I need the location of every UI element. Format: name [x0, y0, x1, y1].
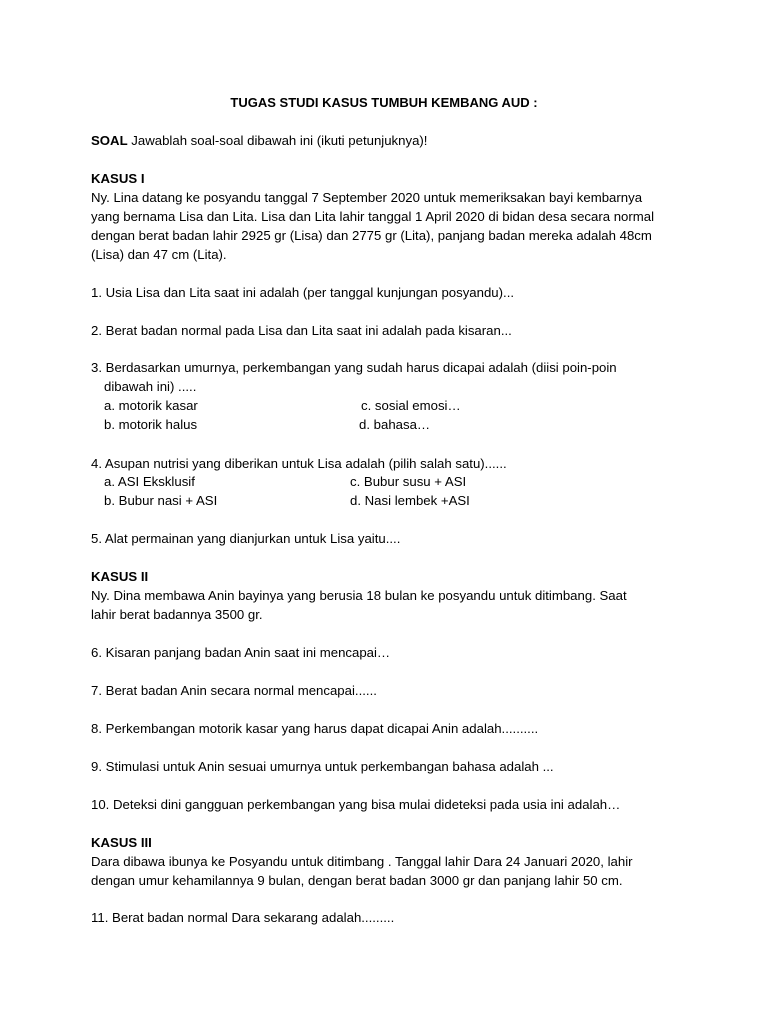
question-8: 8. Perkembangan motorik kasar yang harus dapat dicapai Anin adalah.......... [91, 721, 539, 736]
question-10: 10. Deteksi dini gangguan perkembangan yang bisa mulai dideteksi pada usia ini adalah… [91, 797, 621, 812]
question-3-option-b: b. motorik halus [104, 417, 198, 432]
question-3-option-d: d. bahasa… [359, 417, 431, 432]
question-1: 1. Usia Lisa dan Lita saat ini adalah (per tanggal kunjungan posyandu)... [91, 285, 515, 300]
question-4-option-a: a. ASI Eksklusif [104, 474, 195, 489]
kasus-2-paragraph-line: lahir berat badannya 3500 gr. [91, 607, 263, 622]
kasus-3-paragraph-line: dengan umur kehamilannya 9 bulan, dengan berat badan 3000 gr dan panjang lahir 50 cm. [91, 873, 623, 888]
kasus-3-paragraph-line: Dara dibawa ibunya ke Posyandu untuk ditimbang . Tanggal lahir Dara 24 Januari 2020, lahir [91, 854, 633, 869]
instruction-line [91, 131, 427, 150]
kasus-1-paragraph-line: (Lisa) dan 47 cm (Lita). [91, 247, 227, 262]
question-3: 3. Berdasarkan umurnya, perkembangan yang sudah harus dicapai adalah (diisi poin-poin [91, 360, 617, 375]
kasus-1-heading: KASUS I [91, 171, 145, 186]
question-3-option-c: c. sosial emosi… [361, 398, 461, 413]
document-title: TUGAS STUDI KASUS TUMBUH KEMBANG AUD : [230, 95, 538, 110]
question-5: 5. Alat permainan yang dianjurkan untuk Lisa yaitu.... [91, 531, 401, 546]
kasus-2-heading: KASUS II [91, 569, 149, 584]
question-4: 4. Asupan nutrisi yang diberikan untuk Lisa adalah (pilih salah satu)...... [91, 456, 507, 471]
question-9: 9. Stimulasi untuk Anin sesuai umurnya untuk perkembangan bahasa adalah ... [91, 759, 554, 774]
question-4-option-d: d. Nasi lembek +ASI [350, 493, 470, 508]
soal-instruction: Jawablah soal-soal dibawah ini (ikuti petunjuknya)! [127, 133, 428, 148]
kasus-3-heading: KASUS III [91, 835, 152, 850]
question-11: 11. Berat badan normal Dara sekarang adalah......... [91, 910, 395, 925]
question-4-option-b: b. Bubur nasi + ASI [104, 493, 218, 508]
kasus-1-paragraph-line: dengan berat badan lahir 2925 gr (Lisa) dan 2775 gr (Lita), panjang badan mereka adalah 48cm [91, 228, 652, 243]
question-3-option-a: a. motorik kasar [104, 398, 198, 413]
soal-label: SOAL [91, 133, 128, 148]
question-7: 7. Berat badan Anin secara normal mencapai...... [91, 683, 377, 698]
kasus-2-paragraph-line: Ny. Dina membawa Anin bayinya yang berusia 18 bulan ke posyandu untuk ditimbang. Saat [91, 588, 627, 603]
kasus-1-paragraph-line: Ny. Lina datang ke posyandu tanggal 7 September 2020 untuk memeriksakan bayi kembarnya [91, 190, 643, 205]
kasus-1-paragraph-line: yang bernama Lisa dan Lita. Lisa dan Lita lahir tanggal 1 April 2020 di bidan desa secara normal [91, 209, 655, 224]
question-2: 2. Berat badan normal pada Lisa dan Lita saat ini adalah pada kisaran... [91, 323, 512, 338]
question-4-option-c: c. Bubur susu + ASI [350, 474, 467, 489]
question-3-continued: dibawah ini) ..... [104, 379, 197, 394]
question-6: 6. Kisaran panjang badan Anin saat ini mencapai… [91, 645, 391, 660]
